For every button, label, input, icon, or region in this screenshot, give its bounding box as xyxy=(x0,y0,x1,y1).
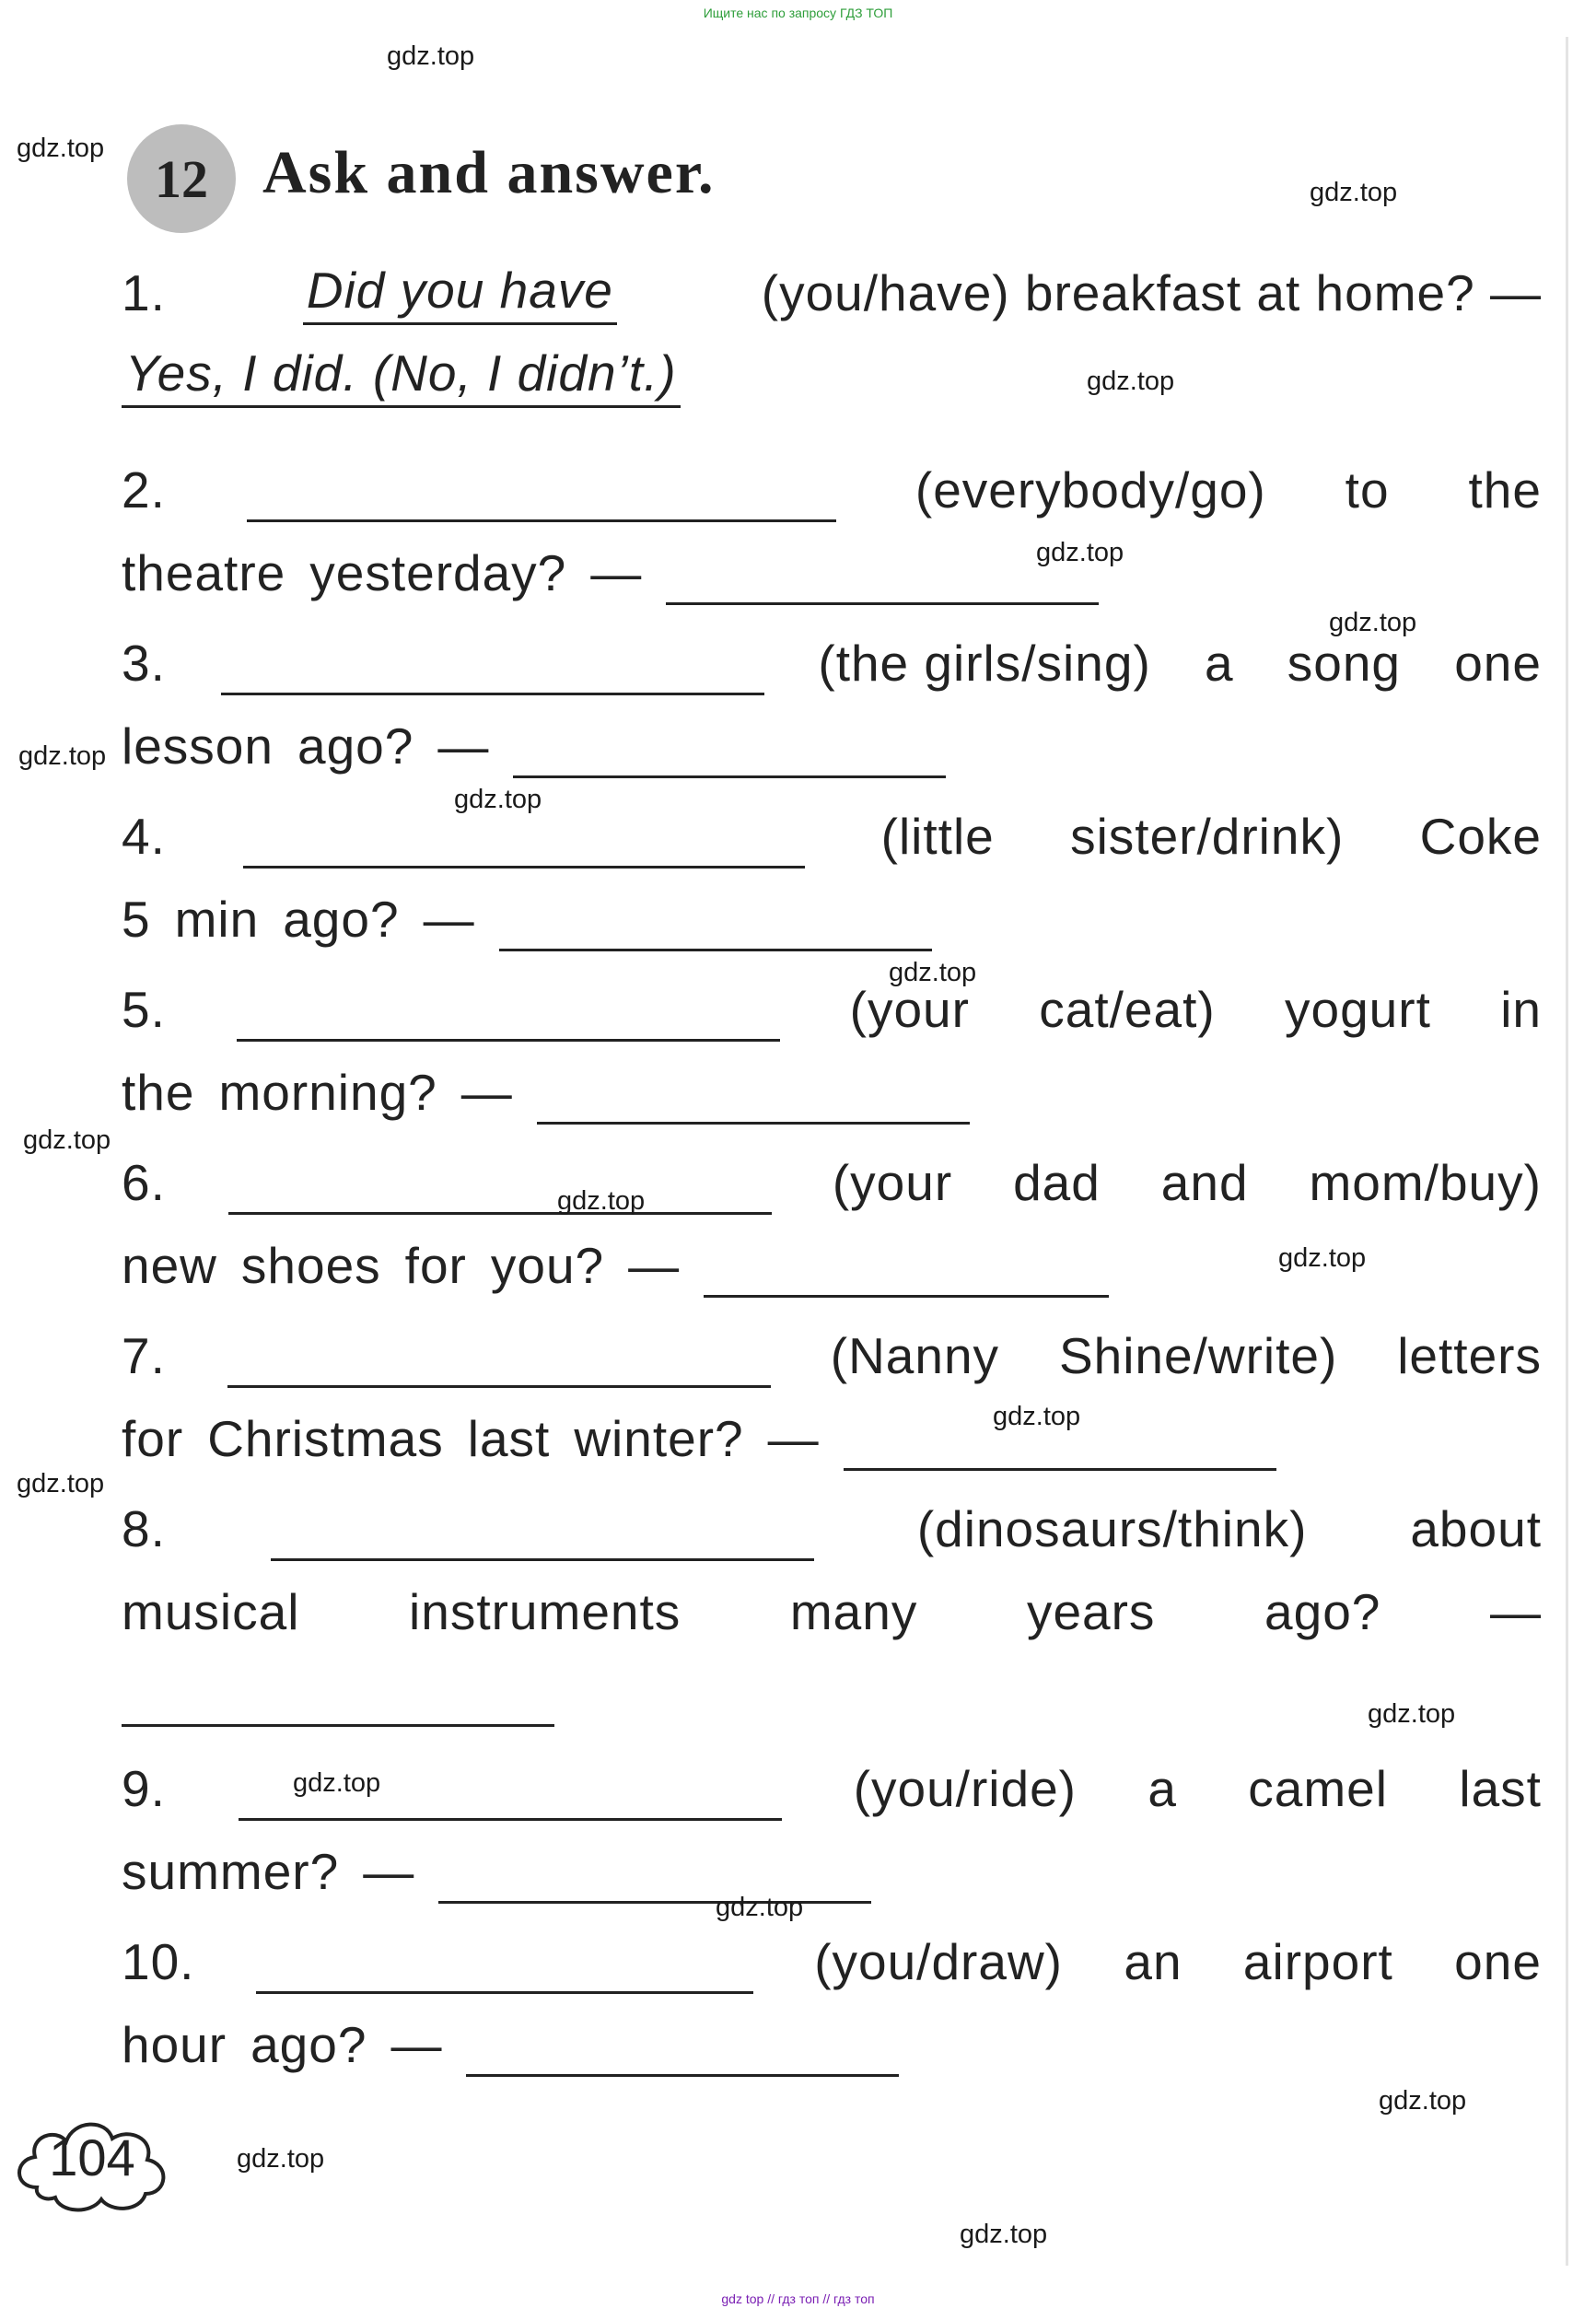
item-number: 8. xyxy=(122,1500,166,1557)
answer-blank[interactable] xyxy=(666,554,1099,605)
watermark: gdz.top xyxy=(1087,367,1175,396)
answer-blank[interactable] xyxy=(247,472,836,522)
item-text: (dinosaurs/think) xyxy=(916,1500,1308,1557)
item-text: (your xyxy=(849,981,970,1038)
item-number: 9. xyxy=(122,1760,166,1817)
item-text: camel xyxy=(1248,1760,1388,1817)
item-2-line-1 xyxy=(122,458,1542,522)
item-text: airport xyxy=(1242,1933,1393,1990)
item-text: letters xyxy=(1397,1327,1542,1384)
watermark: gdz.top xyxy=(293,1768,381,1798)
watermark: gdz.top xyxy=(993,1402,1081,1431)
item-text: musical xyxy=(122,1583,300,1640)
item-number: 5. xyxy=(122,981,166,1038)
watermark: gdz.top xyxy=(1278,1243,1367,1273)
item-text: — xyxy=(390,2016,443,2073)
item-text: — xyxy=(590,544,643,601)
item-text: to xyxy=(1345,461,1390,519)
watermark: gdz.top xyxy=(237,2144,325,2174)
answer-blank[interactable] xyxy=(537,1074,970,1125)
answer-blank[interactable] xyxy=(513,728,946,778)
watermark: gdz.top xyxy=(889,958,977,987)
item-text: one xyxy=(1454,635,1542,692)
item-text: (everybody/go) xyxy=(914,461,1266,519)
item-text: — xyxy=(1489,1583,1542,1640)
item-text: song xyxy=(1287,635,1401,692)
item-4-line-1 xyxy=(122,804,1542,869)
item-text: mom/buy) xyxy=(1309,1154,1542,1211)
top-note: Ищите нас по запросу ГДЗ ТОП xyxy=(703,6,893,20)
item-text: cat/eat) xyxy=(1039,981,1216,1038)
item-10-line-1 xyxy=(122,1929,1542,1994)
answer-blank[interactable] xyxy=(499,901,932,951)
item-5-line-1 xyxy=(122,977,1542,1042)
watermark: gdz.top xyxy=(960,2220,1048,2249)
item-8-line-2 xyxy=(122,1580,1542,1644)
item-number: 3. xyxy=(122,635,166,692)
item-text: morning? xyxy=(218,1064,437,1121)
item-7-line-1 xyxy=(122,1323,1542,1388)
item-6-line-1 xyxy=(122,1150,1542,1215)
item-text: winter? xyxy=(574,1410,744,1467)
item-text: 5 xyxy=(122,891,151,948)
item-3-line-2 xyxy=(122,714,1542,778)
item-text: Christmas xyxy=(207,1410,444,1467)
item-text: ago? xyxy=(283,891,400,948)
item-1-line-2 xyxy=(122,344,1542,408)
answer-blank[interactable] xyxy=(704,1247,1109,1298)
item-text: the xyxy=(1468,461,1542,519)
watermark: gdz.top xyxy=(18,741,107,771)
item-text: theatre xyxy=(122,544,286,601)
item-text: (you/ride) xyxy=(853,1760,1077,1817)
item-text: (the girls/sing) xyxy=(818,635,1151,692)
item-text: sister/drink) xyxy=(1070,808,1345,865)
item-text: (little xyxy=(880,808,995,865)
item-text: a xyxy=(1204,635,1234,692)
watermark: gdz.top xyxy=(1329,608,1417,637)
watermark: gdz.top xyxy=(1368,1699,1456,1729)
item-text: hour xyxy=(122,2016,227,2073)
item-text: — xyxy=(423,891,475,948)
item-text: Coke xyxy=(1419,808,1542,865)
item-text: in xyxy=(1500,981,1542,1038)
answer-blank[interactable] xyxy=(256,1943,753,1994)
item-text: the xyxy=(122,1064,195,1121)
item-text: and xyxy=(1160,1154,1249,1211)
item-text: — xyxy=(767,1410,820,1467)
answer-blank[interactable] xyxy=(466,2026,899,2077)
item-number: 6. xyxy=(122,1154,166,1211)
item-cue: (you/have) breakfast at home? — xyxy=(761,264,1542,321)
item-text: yogurt xyxy=(1285,981,1431,1038)
watermark: gdz.top xyxy=(1379,2086,1467,2116)
item-text: last xyxy=(1459,1760,1542,1817)
item-text: an xyxy=(1124,1933,1182,1990)
item-text: for xyxy=(122,1410,184,1467)
item-3-line-1 xyxy=(122,631,1542,695)
handwritten-answer: Yes, I did. (No, I didn’t.) xyxy=(122,341,681,408)
item-text: many xyxy=(789,1583,918,1640)
watermark: gdz.top xyxy=(387,41,475,71)
item-text: yesterday? xyxy=(309,544,567,601)
item-text: years xyxy=(1026,1583,1156,1640)
answer-blank[interactable] xyxy=(227,1337,771,1388)
item-text: a xyxy=(1147,1760,1177,1817)
answer-blank[interactable] xyxy=(243,818,805,869)
watermark: gdz.top xyxy=(1310,178,1398,207)
item-text: summer? xyxy=(122,1843,340,1900)
item-text: dad xyxy=(1013,1154,1101,1211)
bottom-note: gdz top // гдз топ // гдз топ xyxy=(721,2291,875,2306)
watermark: gdz.top xyxy=(23,1125,111,1155)
item-text: shoes xyxy=(240,1237,381,1294)
item-text: one xyxy=(1454,1933,1542,1990)
answer-blank[interactable] xyxy=(237,991,780,1042)
item-2-line-2 xyxy=(122,541,1542,605)
item-text: new xyxy=(122,1237,217,1294)
watermark: gdz.top xyxy=(716,1893,804,1922)
item-number: 2. xyxy=(122,461,166,519)
item-text: min xyxy=(174,891,260,948)
item-text: about xyxy=(1410,1500,1542,1557)
exercise-number-badge: 12 xyxy=(127,124,236,233)
item-text: — xyxy=(628,1237,681,1294)
item-number: 4. xyxy=(122,808,166,865)
item-4-line-2 xyxy=(122,887,1542,951)
item-text: — xyxy=(437,717,490,775)
watermark: gdz.top xyxy=(17,1469,105,1498)
item-text: — xyxy=(460,1064,513,1121)
watermark: gdz.top xyxy=(17,134,105,163)
item-text: (your xyxy=(832,1154,953,1211)
item-number: 1. xyxy=(122,264,166,321)
item-9-line-2 xyxy=(122,1839,1542,1904)
item-text: for xyxy=(404,1237,467,1294)
answer-blank[interactable] xyxy=(271,1510,814,1561)
item-text: you? xyxy=(490,1237,605,1294)
watermark: gdz.top xyxy=(1036,538,1124,567)
item-7-line-2 xyxy=(122,1406,1542,1471)
item-8-line-1 xyxy=(122,1497,1542,1561)
watermark: gdz.top xyxy=(454,785,542,814)
handwritten-question: Did you have xyxy=(303,258,617,325)
item-1-line-1 xyxy=(122,261,1542,325)
watermark: gdz.top xyxy=(557,1186,646,1216)
page-edge-shadow xyxy=(1566,37,1568,2266)
item-10-line-2 xyxy=(122,2012,1542,2077)
item-text: last xyxy=(467,1410,551,1467)
exercise-title: Ask and answer. xyxy=(262,139,716,206)
page-number: 104 xyxy=(49,2128,135,2186)
item-text: — xyxy=(363,1843,415,1900)
item-text: ago? xyxy=(1264,1583,1381,1640)
item-text: (you/draw) xyxy=(814,1933,1063,1990)
item-5-line-2 xyxy=(122,1060,1542,1125)
item-number: 10. xyxy=(122,1933,195,1990)
item-text: (Nanny xyxy=(830,1327,1000,1384)
answer-blank[interactable] xyxy=(122,1676,554,1727)
answer-blank[interactable] xyxy=(228,1164,772,1215)
item-text: ago? xyxy=(250,2016,367,2073)
item-text: Shine/write) xyxy=(1058,1327,1338,1384)
answer-blank[interactable] xyxy=(438,1853,871,1904)
item-text: instruments xyxy=(409,1583,682,1640)
item-8-line-3 xyxy=(122,1662,1542,1727)
item-text: lesson xyxy=(122,717,274,775)
item-number: 7. xyxy=(122,1327,166,1384)
answer-blank[interactable] xyxy=(221,645,764,695)
item-text: ago? xyxy=(297,717,414,775)
